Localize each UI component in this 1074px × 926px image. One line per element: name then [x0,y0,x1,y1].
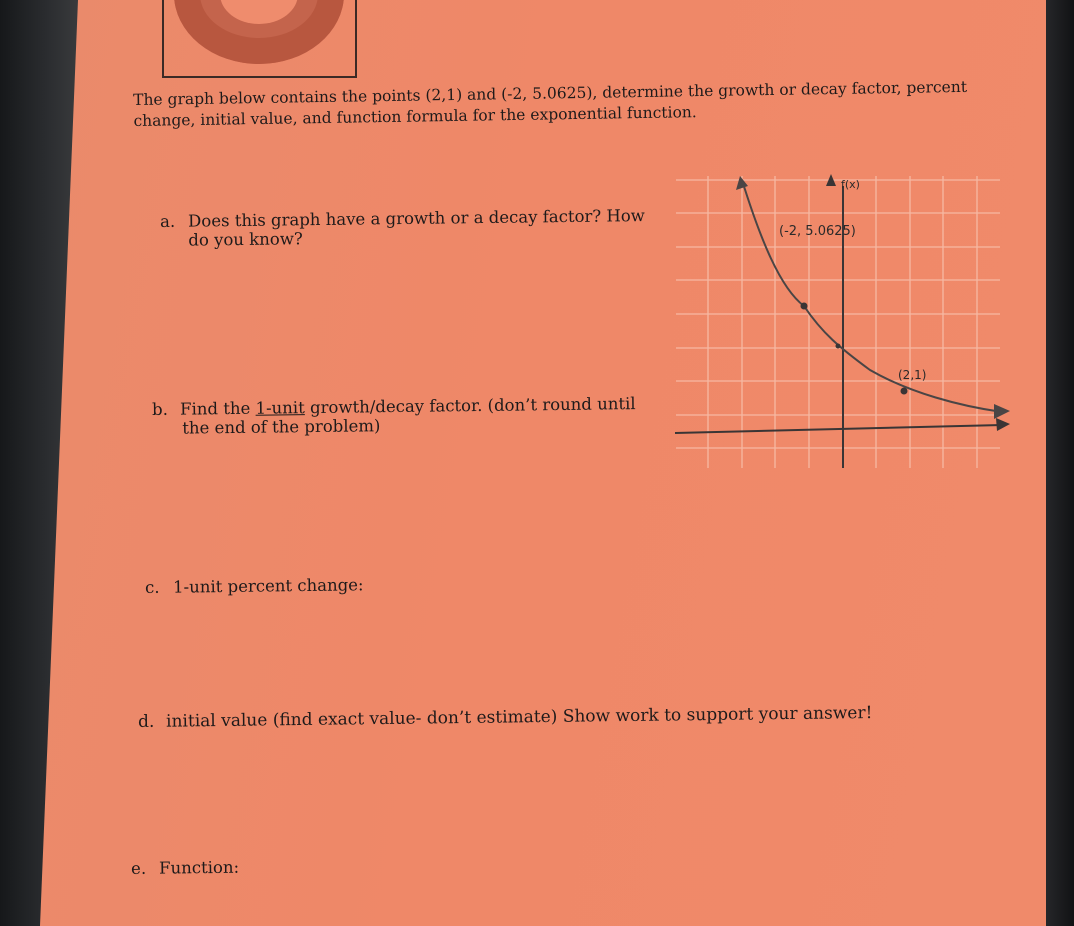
exponential-curve [742,180,1002,412]
point-neg2 [801,303,808,310]
instructions-line-2: change, initial value, and function formula for the exponential function. [133,103,697,130]
y-axis-label: f(x) [841,178,860,191]
question-d-label: d. [137,711,155,732]
question-c-text: 1-unit percent change: [172,575,364,597]
question-b-label: b. [152,399,169,419]
question-b [152,394,636,438]
logo-ring-icon [174,0,344,64]
question-a [160,206,645,250]
instructions-line-1: The graph below contains the points (2,1) and (-2, 5.0625), determine the growth or decay factor, percent [133,77,968,109]
question-e [131,858,239,878]
question-a-line-2: do you know? [188,229,303,250]
question-b-suffix: growth/decay factor. (don’t round until [304,394,636,418]
point-neg2-label: (-2, 5.0625) [779,224,856,239]
x-axis [675,425,1002,433]
question-b-underlined: 1-unit [255,398,305,418]
exponential-graph [670,168,1015,473]
question-c [145,575,364,597]
point-mid [836,344,841,349]
curve-arrow-icon [994,404,1010,419]
question-b-prefix: Find the [179,398,256,419]
question-e-label: e. [131,858,147,878]
question-c-label: c. [145,577,160,597]
question-a-label: a. [160,211,176,231]
question-e-text: Function: [158,857,240,878]
point-2-label: (2,1) [898,368,927,382]
question-b-line-2: the end of the problem) [182,416,381,438]
question-a-line-1: Does this graph have a growth or a decay factor? How [187,206,645,231]
logo-frame [162,0,357,78]
point-2 [901,388,908,395]
x-axis-arrow-icon [996,418,1010,431]
question-d-text: initial value (find exact value- don’t estimate) Show work to support your answer! [165,703,873,732]
graph-grid [676,176,1000,468]
